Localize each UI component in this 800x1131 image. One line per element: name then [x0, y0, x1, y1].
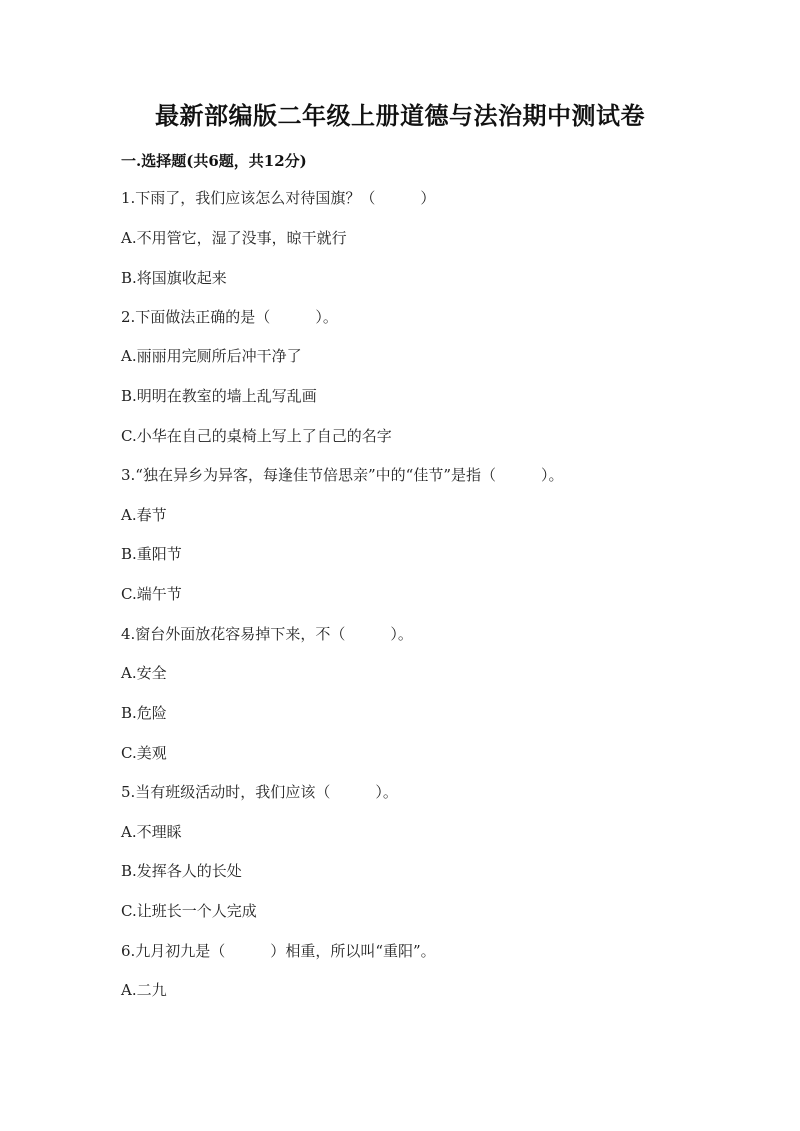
question-5: 5.当有班级活动时，我们应该（ ）。: [121, 783, 398, 801]
question-2-option-c: C.小华在自己的桌椅上写上了自己的名字: [121, 427, 392, 445]
question-4-option-a: A.安全: [121, 664, 167, 682]
question-6-option-a: A.二九: [121, 981, 167, 999]
question-3-option-a: A.春节: [121, 506, 167, 524]
question-3-option-c: C.端午节: [121, 585, 182, 603]
page-title: 最新部编版二年级上册道德与法治期中测试卷: [155, 101, 645, 130]
question-5-option-c: C.让班长一个人完成: [121, 902, 257, 920]
question-2: 2.下面做法正确的是（ ）。: [121, 308, 338, 326]
question-4-option-b: B.危险: [121, 704, 167, 722]
question-5-option-b: B.发挥各人的长处: [121, 862, 242, 880]
section-header: 一.选择题(共6题，共12分): [121, 152, 307, 170]
question-1: 1.下雨了，我们应该怎么对待国旗？（ ）: [121, 189, 436, 207]
question-4-option-c: C.美观: [121, 744, 167, 762]
question-1-option-a: A.不用管它，湿了没事，晾干就行: [121, 229, 347, 247]
question-4: 4.窗台外面放花容易掉下来，不（ ）。: [121, 625, 413, 643]
question-2-option-a: A.丽丽用完厕所后冲干净了: [121, 347, 302, 365]
question-1-option-b: B.将国旗收起来: [121, 269, 227, 287]
question-2-option-b: B.明明在教室的墙上乱写乱画: [121, 387, 317, 405]
question-6: 6.九月初九是（ ）相重，所以叫“重阳”。: [121, 942, 436, 960]
question-3-option-b: B.重阳节: [121, 545, 182, 563]
question-5-option-a: A.不理睬: [121, 823, 182, 841]
question-3: 3.“独在异乡为异客，每逢佳节倍思亲”中的“佳节”是指（ ）。: [121, 466, 564, 484]
